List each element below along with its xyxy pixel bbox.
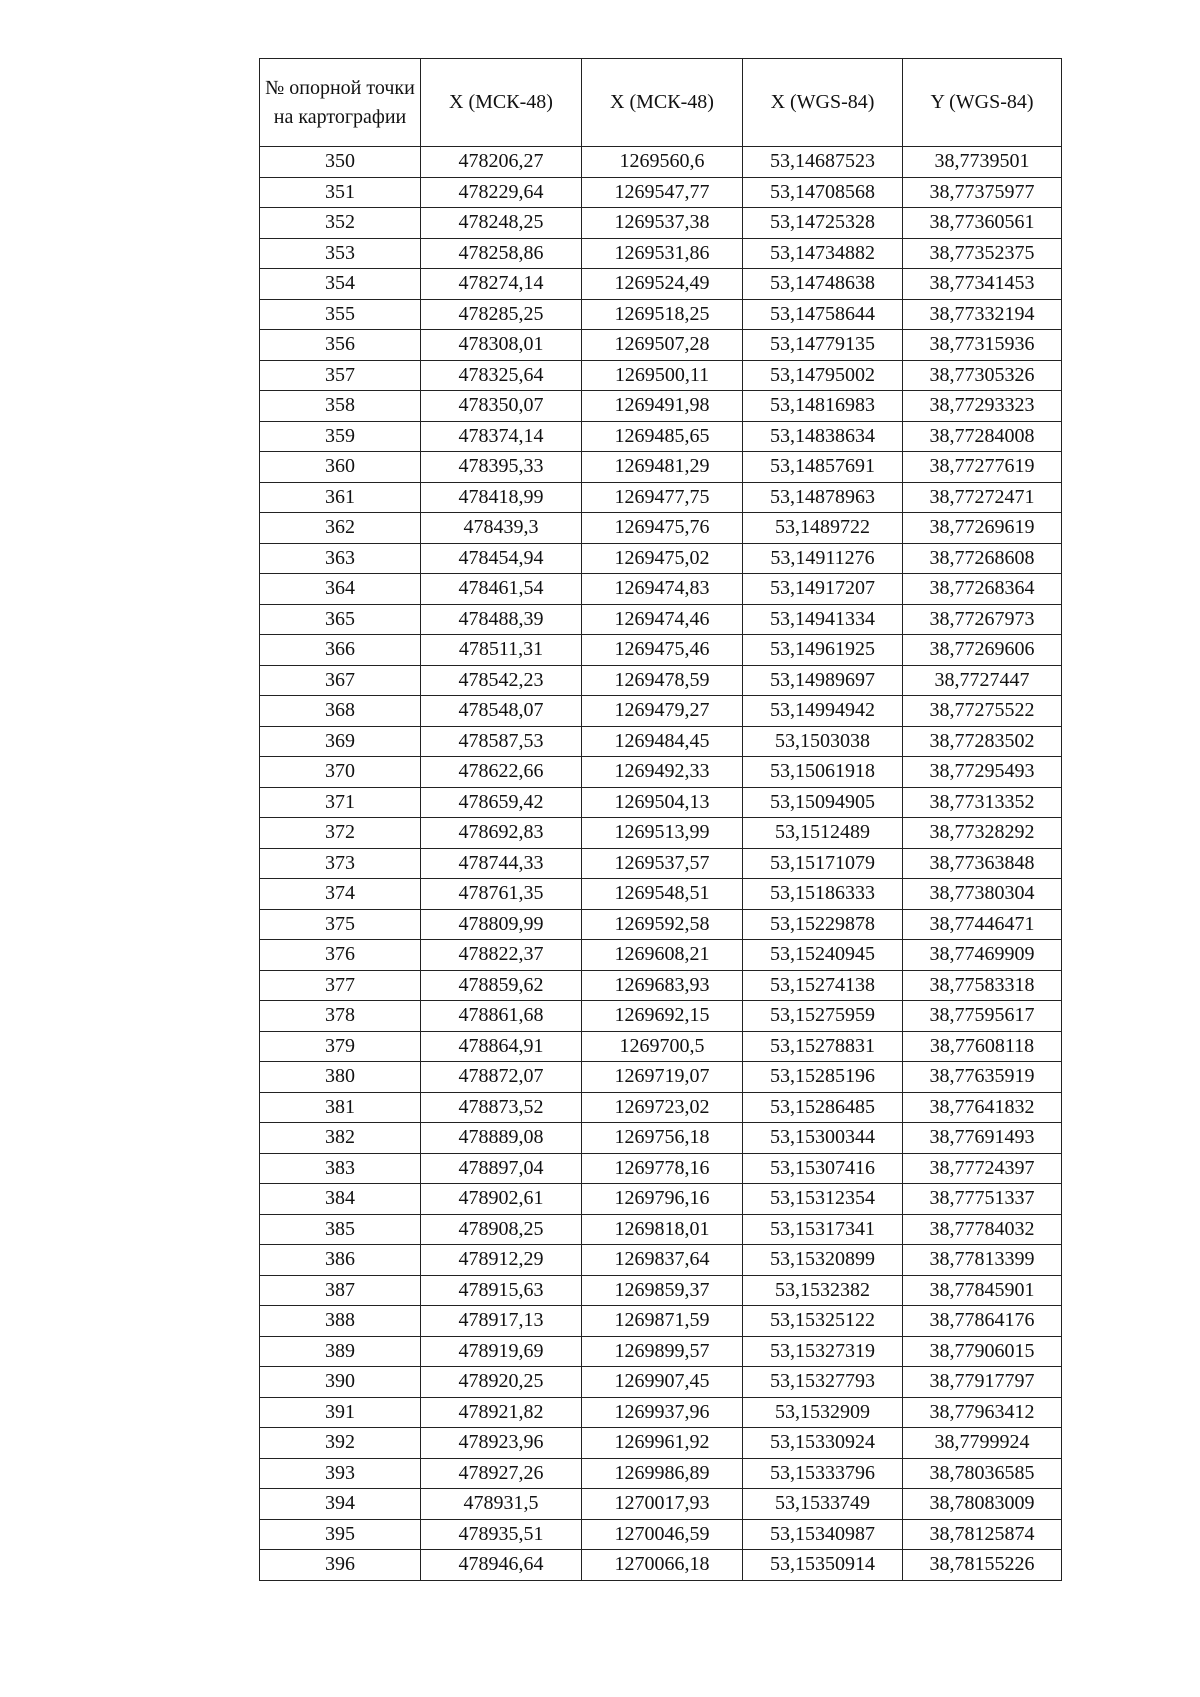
cell-x-msk48-second: 1269986,89	[582, 1458, 743, 1489]
cell-y-wgs84: 38,7727447	[903, 665, 1062, 696]
cell-y-wgs84: 38,77446471	[903, 909, 1062, 940]
cell-x-msk48: 478927,26	[421, 1458, 582, 1489]
cell-point-number: 394	[260, 1489, 421, 1520]
cell-x-wgs84: 53,15300344	[743, 1123, 903, 1154]
cell-x-msk48: 478308,01	[421, 330, 582, 361]
cell-x-msk48-second: 1269961,92	[582, 1428, 743, 1459]
cell-x-msk48: 478864,91	[421, 1031, 582, 1062]
cell-x-msk48: 478285,25	[421, 299, 582, 330]
cell-x-msk48-second: 1269474,83	[582, 574, 743, 605]
cell-x-wgs84: 53,14795002	[743, 360, 903, 391]
cell-x-wgs84: 53,15307416	[743, 1153, 903, 1184]
cell-x-msk48: 478542,23	[421, 665, 582, 696]
cell-x-msk48: 478859,62	[421, 970, 582, 1001]
table-row	[260, 787, 1062, 818]
cell-x-wgs84: 53,15327319	[743, 1336, 903, 1367]
cell-x-msk48-second: 1269485,65	[582, 421, 743, 452]
cell-x-msk48: 478325,64	[421, 360, 582, 391]
cell-x-msk48-second: 1269537,38	[582, 208, 743, 239]
cell-point-number: 361	[260, 482, 421, 513]
cell-point-number: 353	[260, 238, 421, 269]
cell-point-number: 374	[260, 879, 421, 910]
cell-x-msk48: 478920,25	[421, 1367, 582, 1398]
table-row	[260, 696, 1062, 727]
cell-x-wgs84: 53,14708568	[743, 177, 903, 208]
cell-x-msk48-second: 1269548,51	[582, 879, 743, 910]
cell-x-msk48-second: 1269723,02	[582, 1092, 743, 1123]
cell-x-msk48: 478692,83	[421, 818, 582, 849]
cell-y-wgs84: 38,77269606	[903, 635, 1062, 666]
table-row	[260, 1123, 1062, 1154]
cell-point-number: 378	[260, 1001, 421, 1032]
cell-x-msk48: 478548,07	[421, 696, 582, 727]
cell-x-wgs84: 53,1512489	[743, 818, 903, 849]
cell-x-msk48-second: 1269592,58	[582, 909, 743, 940]
cell-x-wgs84: 53,14994942	[743, 696, 903, 727]
cell-point-number: 351	[260, 177, 421, 208]
cell-x-wgs84: 53,15312354	[743, 1184, 903, 1215]
table-row	[260, 452, 1062, 483]
cell-x-msk48: 478822,37	[421, 940, 582, 971]
cell-x-msk48: 478659,42	[421, 787, 582, 818]
cell-x-wgs84: 53,15061918	[743, 757, 903, 788]
cell-y-wgs84: 38,77360561	[903, 208, 1062, 239]
cell-x-msk48: 478622,66	[421, 757, 582, 788]
coordinates-table	[259, 58, 1062, 1581]
table-row	[260, 604, 1062, 635]
cell-y-wgs84: 38,77864176	[903, 1306, 1062, 1337]
cell-y-wgs84: 38,77267973	[903, 604, 1062, 635]
cell-point-number: 381	[260, 1092, 421, 1123]
cell-y-wgs84: 38,77691493	[903, 1123, 1062, 1154]
cell-x-wgs84: 53,1532382	[743, 1275, 903, 1306]
table-row	[260, 1458, 1062, 1489]
cell-y-wgs84: 38,77295493	[903, 757, 1062, 788]
cell-point-number: 376	[260, 940, 421, 971]
table-row	[260, 238, 1062, 269]
cell-y-wgs84: 38,77283502	[903, 726, 1062, 757]
cell-y-wgs84: 38,77845901	[903, 1275, 1062, 1306]
cell-point-number: 380	[260, 1062, 421, 1093]
table-row	[260, 269, 1062, 300]
cell-x-wgs84: 53,1489722	[743, 513, 903, 544]
cell-x-msk48-second: 1269560,6	[582, 147, 743, 178]
cell-point-number: 387	[260, 1275, 421, 1306]
cell-x-msk48: 478274,14	[421, 269, 582, 300]
cell-point-number: 360	[260, 452, 421, 483]
header-point-number: № опорной точки на картографии	[260, 59, 421, 147]
cell-x-wgs84: 53,14917207	[743, 574, 903, 605]
cell-x-msk48: 478809,99	[421, 909, 582, 940]
cell-x-msk48: 478919,69	[421, 1336, 582, 1367]
cell-x-msk48-second: 1269837,64	[582, 1245, 743, 1276]
cell-x-msk48: 478872,07	[421, 1062, 582, 1093]
cell-x-msk48: 478889,08	[421, 1123, 582, 1154]
table-row	[260, 1550, 1062, 1581]
cell-point-number: 350	[260, 147, 421, 178]
table-row	[260, 1062, 1062, 1093]
cell-point-number: 390	[260, 1367, 421, 1398]
cell-y-wgs84: 38,77380304	[903, 879, 1062, 910]
cell-x-msk48: 478511,31	[421, 635, 582, 666]
cell-x-msk48: 478902,61	[421, 1184, 582, 1215]
cell-x-wgs84: 53,15320899	[743, 1245, 903, 1276]
cell-x-msk48: 478935,51	[421, 1519, 582, 1550]
cell-x-wgs84: 53,14989697	[743, 665, 903, 696]
header-row	[260, 59, 1062, 147]
cell-x-wgs84: 53,15350914	[743, 1550, 903, 1581]
cell-x-msk48-second: 1269700,5	[582, 1031, 743, 1062]
table-body	[260, 147, 1062, 1581]
cell-point-number: 385	[260, 1214, 421, 1245]
cell-point-number: 392	[260, 1428, 421, 1459]
table-row	[260, 1214, 1062, 1245]
table-row	[260, 574, 1062, 605]
cell-x-msk48-second: 1269683,93	[582, 970, 743, 1001]
cell-x-msk48: 478946,64	[421, 1550, 582, 1581]
cell-x-msk48-second: 1269692,15	[582, 1001, 743, 1032]
cell-x-msk48-second: 1269484,45	[582, 726, 743, 757]
cell-x-msk48: 478248,25	[421, 208, 582, 239]
cell-x-wgs84: 53,15275959	[743, 1001, 903, 1032]
table-row	[260, 1001, 1062, 1032]
cell-x-wgs84: 53,15325122	[743, 1306, 903, 1337]
cell-y-wgs84: 38,77784032	[903, 1214, 1062, 1245]
table-row	[260, 1428, 1062, 1459]
cell-x-wgs84: 53,14911276	[743, 543, 903, 574]
cell-y-wgs84: 38,77375977	[903, 177, 1062, 208]
cell-x-msk48-second: 1269796,16	[582, 1184, 743, 1215]
cell-x-wgs84: 53,14816983	[743, 391, 903, 422]
cell-x-msk48-second: 1269478,59	[582, 665, 743, 696]
cell-y-wgs84: 38,77315936	[903, 330, 1062, 361]
cell-y-wgs84: 38,78036585	[903, 1458, 1062, 1489]
cell-x-msk48: 478488,39	[421, 604, 582, 635]
cell-x-msk48: 478454,94	[421, 543, 582, 574]
cell-y-wgs84: 38,77293323	[903, 391, 1062, 422]
table-header	[260, 59, 1062, 147]
table-row	[260, 360, 1062, 391]
cell-x-msk48: 478912,29	[421, 1245, 582, 1276]
table-row	[260, 208, 1062, 239]
cell-x-msk48: 478917,13	[421, 1306, 582, 1337]
cell-y-wgs84: 38,77277619	[903, 452, 1062, 483]
cell-point-number: 391	[260, 1397, 421, 1428]
cell-point-number: 354	[260, 269, 421, 300]
cell-x-wgs84: 53,15274138	[743, 970, 903, 1001]
cell-x-msk48: 478229,64	[421, 177, 582, 208]
cell-point-number: 379	[260, 1031, 421, 1062]
cell-point-number: 362	[260, 513, 421, 544]
cell-point-number: 359	[260, 421, 421, 452]
cell-y-wgs84: 38,77751337	[903, 1184, 1062, 1215]
table-row	[260, 1306, 1062, 1337]
cell-point-number: 363	[260, 543, 421, 574]
cell-y-wgs84: 38,78125874	[903, 1519, 1062, 1550]
cell-y-wgs84: 38,77352375	[903, 238, 1062, 269]
cell-y-wgs84: 38,77269619	[903, 513, 1062, 544]
cell-x-wgs84: 53,15240945	[743, 940, 903, 971]
cell-x-msk48-second: 1269719,07	[582, 1062, 743, 1093]
table-row	[260, 940, 1062, 971]
table-row	[260, 635, 1062, 666]
table-row	[260, 147, 1062, 178]
cell-x-wgs84: 53,15094905	[743, 787, 903, 818]
table-row	[260, 1184, 1062, 1215]
cell-y-wgs84: 38,77341453	[903, 269, 1062, 300]
cell-x-wgs84: 53,15285196	[743, 1062, 903, 1093]
table-row	[260, 1245, 1062, 1276]
table-row	[260, 818, 1062, 849]
cell-point-number: 364	[260, 574, 421, 605]
cell-x-msk48-second: 1269547,77	[582, 177, 743, 208]
cell-x-msk48: 478350,07	[421, 391, 582, 422]
cell-x-wgs84: 53,15330924	[743, 1428, 903, 1459]
cell-y-wgs84: 38,77724397	[903, 1153, 1062, 1184]
cell-y-wgs84: 38,77595617	[903, 1001, 1062, 1032]
cell-x-msk48: 478915,63	[421, 1275, 582, 1306]
cell-x-wgs84: 53,1533749	[743, 1489, 903, 1520]
cell-x-msk48-second: 1269507,28	[582, 330, 743, 361]
cell-x-wgs84: 53,14748638	[743, 269, 903, 300]
cell-point-number: 365	[260, 604, 421, 635]
cell-x-msk48-second: 1269871,59	[582, 1306, 743, 1337]
cell-y-wgs84: 38,77305326	[903, 360, 1062, 391]
cell-point-number: 393	[260, 1458, 421, 1489]
cell-x-msk48-second: 1269479,27	[582, 696, 743, 727]
cell-x-msk48: 478395,33	[421, 452, 582, 483]
table-row	[260, 970, 1062, 1001]
cell-y-wgs84: 38,77963412	[903, 1397, 1062, 1428]
cell-x-msk48-second: 1269907,45	[582, 1367, 743, 1398]
table-row	[260, 299, 1062, 330]
cell-point-number: 357	[260, 360, 421, 391]
cell-x-wgs84: 53,14838634	[743, 421, 903, 452]
cell-y-wgs84: 38,77917797	[903, 1367, 1062, 1398]
cell-x-msk48: 478923,96	[421, 1428, 582, 1459]
header-y-wgs84: Y (WGS-84)	[903, 59, 1062, 147]
cell-point-number: 395	[260, 1519, 421, 1550]
cell-y-wgs84: 38,77583318	[903, 970, 1062, 1001]
table-row	[260, 330, 1062, 361]
cell-x-msk48-second: 1269524,49	[582, 269, 743, 300]
cell-x-msk48: 478461,54	[421, 574, 582, 605]
cell-x-msk48-second: 1269474,46	[582, 604, 743, 635]
cell-x-wgs84: 53,14687523	[743, 147, 903, 178]
header-x-msk48-second: X (МСК-48)	[582, 59, 743, 147]
table-row	[260, 177, 1062, 208]
cell-point-number: 356	[260, 330, 421, 361]
cell-point-number: 355	[260, 299, 421, 330]
cell-x-wgs84: 53,15186333	[743, 879, 903, 910]
cell-y-wgs84: 38,77268364	[903, 574, 1062, 605]
cell-x-wgs84: 53,15333796	[743, 1458, 903, 1489]
cell-x-msk48-second: 1269518,25	[582, 299, 743, 330]
cell-y-wgs84: 38,7799924	[903, 1428, 1062, 1459]
header-x-msk48: X (МСК-48)	[421, 59, 582, 147]
cell-x-msk48: 478861,68	[421, 1001, 582, 1032]
cell-x-wgs84: 53,15171079	[743, 848, 903, 879]
cell-x-msk48: 478374,14	[421, 421, 582, 452]
table-row	[260, 513, 1062, 544]
cell-x-msk48-second: 1269899,57	[582, 1336, 743, 1367]
cell-x-msk48-second: 1270017,93	[582, 1489, 743, 1520]
cell-x-msk48: 478873,52	[421, 1092, 582, 1123]
cell-x-wgs84: 53,15327793	[743, 1367, 903, 1398]
table-row	[260, 726, 1062, 757]
table-row	[260, 421, 1062, 452]
cell-x-msk48-second: 1269500,11	[582, 360, 743, 391]
cell-x-msk48-second: 1269818,01	[582, 1214, 743, 1245]
cell-x-msk48-second: 1269477,75	[582, 482, 743, 513]
table-row	[260, 1489, 1062, 1520]
cell-y-wgs84: 38,77635919	[903, 1062, 1062, 1093]
table-row	[260, 757, 1062, 788]
cell-x-msk48-second: 1270046,59	[582, 1519, 743, 1550]
cell-x-msk48-second: 1269491,98	[582, 391, 743, 422]
cell-x-msk48: 478761,35	[421, 879, 582, 910]
cell-x-msk48-second: 1269537,57	[582, 848, 743, 879]
cell-x-msk48-second: 1269778,16	[582, 1153, 743, 1184]
cell-x-msk48: 478418,99	[421, 482, 582, 513]
table-row	[260, 665, 1062, 696]
table-row	[260, 879, 1062, 910]
cell-y-wgs84: 38,7739501	[903, 147, 1062, 178]
cell-point-number: 373	[260, 848, 421, 879]
cell-point-number: 388	[260, 1306, 421, 1337]
cell-x-wgs84: 53,15229878	[743, 909, 903, 940]
cell-x-msk48-second: 1269937,96	[582, 1397, 743, 1428]
cell-y-wgs84: 38,77275522	[903, 696, 1062, 727]
cell-point-number: 371	[260, 787, 421, 818]
table-row	[260, 482, 1062, 513]
cell-point-number: 396	[260, 1550, 421, 1581]
cell-point-number: 389	[260, 1336, 421, 1367]
cell-x-wgs84: 53,14758644	[743, 299, 903, 330]
cell-x-wgs84: 53,14734882	[743, 238, 903, 269]
cell-point-number: 383	[260, 1153, 421, 1184]
cell-x-wgs84: 53,15340987	[743, 1519, 903, 1550]
cell-point-number: 368	[260, 696, 421, 727]
cell-y-wgs84: 38,77268608	[903, 543, 1062, 574]
table-row	[260, 1153, 1062, 1184]
table-row	[260, 391, 1062, 422]
cell-x-msk48: 478258,86	[421, 238, 582, 269]
table-row	[260, 1031, 1062, 1062]
cell-x-msk48: 478206,27	[421, 147, 582, 178]
cell-y-wgs84: 38,77641832	[903, 1092, 1062, 1123]
cell-x-msk48-second: 1269492,33	[582, 757, 743, 788]
cell-y-wgs84: 38,77284008	[903, 421, 1062, 452]
table-row	[260, 1336, 1062, 1367]
cell-x-wgs84: 53,14725328	[743, 208, 903, 239]
cell-x-wgs84: 53,14941334	[743, 604, 903, 635]
cell-x-msk48: 478744,33	[421, 848, 582, 879]
cell-x-wgs84: 53,14961925	[743, 635, 903, 666]
cell-x-wgs84: 53,1503038	[743, 726, 903, 757]
cell-y-wgs84: 38,77813399	[903, 1245, 1062, 1276]
cell-x-msk48-second: 1269608,21	[582, 940, 743, 971]
cell-point-number: 384	[260, 1184, 421, 1215]
cell-point-number: 375	[260, 909, 421, 940]
cell-y-wgs84: 38,78083009	[903, 1489, 1062, 1520]
cell-x-msk48-second: 1269859,37	[582, 1275, 743, 1306]
table-row	[260, 543, 1062, 574]
cell-point-number: 377	[260, 970, 421, 1001]
table-row	[260, 909, 1062, 940]
cell-x-msk48: 478897,04	[421, 1153, 582, 1184]
cell-point-number: 352	[260, 208, 421, 239]
cell-x-wgs84: 53,15278831	[743, 1031, 903, 1062]
cell-x-wgs84: 53,14857691	[743, 452, 903, 483]
cell-y-wgs84: 38,77272471	[903, 482, 1062, 513]
cell-x-msk48-second: 1269504,13	[582, 787, 743, 818]
cell-y-wgs84: 38,77313352	[903, 787, 1062, 818]
table-row	[260, 1367, 1062, 1398]
cell-x-msk48-second: 1269531,86	[582, 238, 743, 269]
cell-y-wgs84: 38,77906015	[903, 1336, 1062, 1367]
header-x-wgs84: X (WGS-84)	[743, 59, 903, 147]
cell-x-msk48-second: 1269475,76	[582, 513, 743, 544]
cell-point-number: 386	[260, 1245, 421, 1276]
cell-point-number: 382	[260, 1123, 421, 1154]
cell-x-wgs84: 53,15286485	[743, 1092, 903, 1123]
cell-y-wgs84: 38,77608118	[903, 1031, 1062, 1062]
cell-x-msk48: 478921,82	[421, 1397, 582, 1428]
cell-x-wgs84: 53,14878963	[743, 482, 903, 513]
cell-x-msk48-second: 1269475,02	[582, 543, 743, 574]
cell-point-number: 367	[260, 665, 421, 696]
cell-x-wgs84: 53,15317341	[743, 1214, 903, 1245]
cell-point-number: 369	[260, 726, 421, 757]
table-row	[260, 1092, 1062, 1123]
cell-x-msk48-second: 1270066,18	[582, 1550, 743, 1581]
table-row	[260, 1275, 1062, 1306]
cell-x-wgs84: 53,1532909	[743, 1397, 903, 1428]
cell-x-msk48-second: 1269513,99	[582, 818, 743, 849]
cell-x-wgs84: 53,14779135	[743, 330, 903, 361]
cell-point-number: 372	[260, 818, 421, 849]
cell-y-wgs84: 38,77332194	[903, 299, 1062, 330]
cell-y-wgs84: 38,77469909	[903, 940, 1062, 971]
cell-x-msk48: 478587,53	[421, 726, 582, 757]
table-row	[260, 1397, 1062, 1428]
cell-point-number: 370	[260, 757, 421, 788]
cell-x-msk48-second: 1269756,18	[582, 1123, 743, 1154]
table-row	[260, 848, 1062, 879]
cell-x-msk48: 478439,3	[421, 513, 582, 544]
cell-point-number: 366	[260, 635, 421, 666]
cell-y-wgs84: 38,77328292	[903, 818, 1062, 849]
cell-x-msk48: 478908,25	[421, 1214, 582, 1245]
cell-x-msk48-second: 1269481,29	[582, 452, 743, 483]
cell-y-wgs84: 38,77363848	[903, 848, 1062, 879]
cell-point-number: 358	[260, 391, 421, 422]
cell-x-msk48-second: 1269475,46	[582, 635, 743, 666]
table-row	[260, 1519, 1062, 1550]
cell-x-msk48: 478931,5	[421, 1489, 582, 1520]
cell-y-wgs84: 38,78155226	[903, 1550, 1062, 1581]
